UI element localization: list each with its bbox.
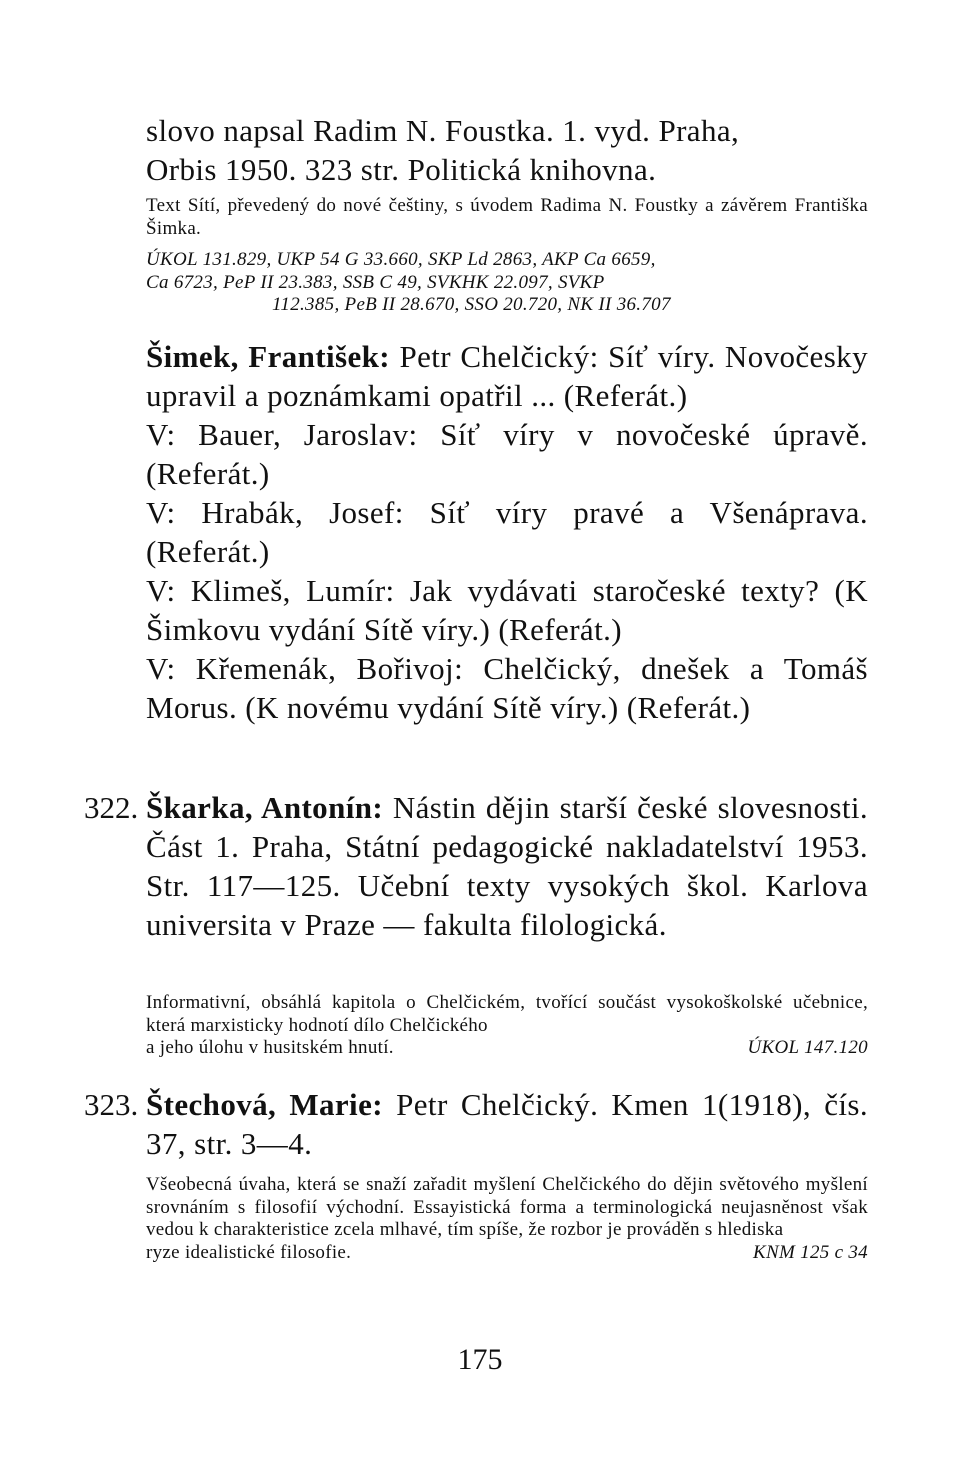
entry-number: 322. <box>84 790 139 825</box>
entry-line: slovo napsal Radim N. Foustka. 1. vyd. Praha, <box>146 113 740 148</box>
annotation <box>146 1174 868 1264</box>
author-name: Šimek, František: <box>146 339 391 374</box>
continued-entry <box>146 111 868 189</box>
annotation <box>146 992 868 1060</box>
annotation-text: Všeobecná úvaha, která se snaží zařadit myšlení Chelčického do dějin světového myšlení srovnáním s filosofií východní. Essayistická forma a terminologická neujasněnost však vedou k charakteristice zcela mlhavé, tím spíše, že rozbor je prováděn s hlediska <box>146 1174 868 1240</box>
entry-simek <box>146 337 868 415</box>
reference: V: Křemenák, Bořivoj: Chelčický, dnešek a Tomáš Morus. (K novému vydání Sítě víry.) (Referát.) <box>146 651 868 725</box>
library-signatures <box>146 249 868 317</box>
reference: V: Klimeš, Lumír: Jak vydávati staročeské texty? (K Šimkovu vydání Sítě víry.) (Referát.) <box>146 573 868 647</box>
entry-number: 323. <box>84 1087 139 1122</box>
library-signature: KNM 125 c 34 <box>753 1241 868 1263</box>
reference: V: Hrabák, Josef: Síť víry pravé a Všenáprava. (Referát.) <box>146 495 868 569</box>
entry-323 <box>146 1085 868 1163</box>
entry-322 <box>146 788 868 944</box>
entry-text: Nástin dějin starší české slovesnosti. Část 1. Praha, Státní pedagogické nakladatelství 1953. Str. 117—125. Učební texty vysokých škol. Karlova universita v Praze — fakulta filologická. <box>146 790 868 942</box>
annotation-text: a jeho úlohu v husitském hnutí. <box>146 1037 394 1058</box>
page-number: 175 <box>457 1343 503 1376</box>
author-name: Škarka, Antonín: <box>146 790 384 825</box>
entry-line: Orbis 1950. 323 str. Politická knihovna. <box>146 152 657 187</box>
author-name: Štechová, Marie: <box>146 1087 383 1122</box>
reference: V: Bauer, Jaroslav: Síť víry v novočeské úpravě. (Referát.) <box>146 417 868 491</box>
entry-text: Petr Chelčický: Síť víry. Novočesky upravil a poznámkami opatřil ... (Referát.) <box>146 339 868 413</box>
signature-line: Ca 6723, PeP II 23.383, SSB C 49, SVKHK 22.097, SVKP <box>146 271 605 293</box>
annotation-text: ryze idealistické filosofie. <box>146 1241 352 1263</box>
entry-text: Petr Chelčický. Kmen 1(1918), čís. 37, str. 3—4. <box>146 1087 868 1161</box>
annotation: Text Sítí, převedený do nové češtiny, s úvodem Radima N. Foustky a závěrem Františka Šimka. <box>146 195 868 239</box>
signature-line: 112.385, PeB II 28.670, SSO 20.720, NK II 36.707 <box>272 294 671 315</box>
annotation-text: Informativní, obsáhlá kapitola o Chelčickém, tvořící součást vysokoškolské učebnice, která marxisticky hodnotí dílo Chelčického <box>146 992 868 1036</box>
library-signature: ÚKOL 147.120 <box>747 1037 868 1058</box>
signature-line: ÚKOL 131.829, UKP 54 G 33.660, SKP Ld 2863, AKP Ca 6659, <box>146 249 656 270</box>
